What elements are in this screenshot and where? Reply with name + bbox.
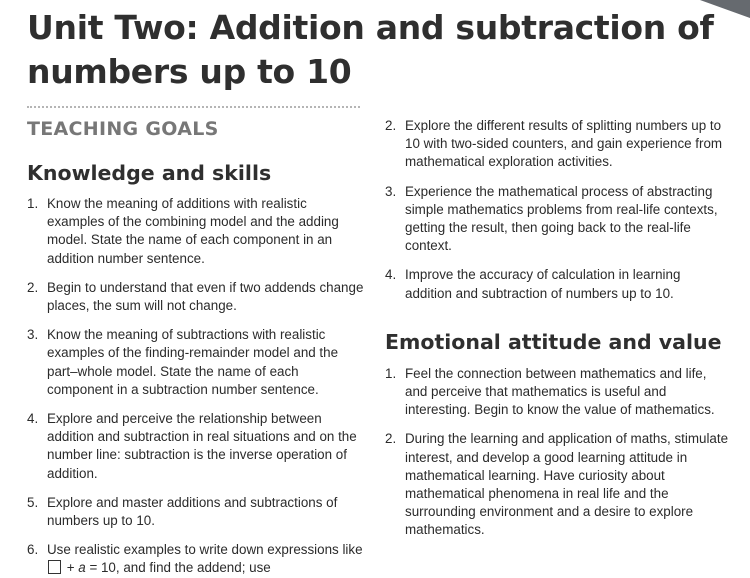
list-item <box>27 195 367 268</box>
item-number: 4. <box>385 267 397 283</box>
item-number: 3. <box>27 327 39 343</box>
item-number: 3. <box>385 183 397 199</box>
left-column <box>27 117 367 578</box>
list-item <box>27 494 367 530</box>
right-column <box>385 117 730 540</box>
item-number: 1. <box>27 196 39 211</box>
item-text: Feel the connection between mathematics and life, and perceive that mathematics is useful and interesting. Begin to know the value of mathematics. <box>405 365 715 418</box>
item-text: Explore and perceive the relationship between addition and subtraction in real situations and on the number line: subtraction is the inverse operation of addition. <box>47 411 357 481</box>
item-number: 4. <box>27 411 39 427</box>
item-number: 1. <box>385 365 397 381</box>
item-number: 2. <box>27 279 39 295</box>
item-text: Explore the different results of splitting numbers up to 10 with two-sided counters, and gain experience from mathematical exploration activities. <box>405 118 723 170</box>
item-text: During the learning and application of maths, stimulate interest, and develop a good learning attitude in mathematical learning. Have curiosity about mathematical phenomena in real life and the surrounding environment and a desire to explore mathematics. <box>405 431 729 538</box>
variable-a: a <box>78 560 86 576</box>
item-number: 2. <box>385 118 397 133</box>
knowledge-skills-heading: Knowledge and skills <box>27 161 272 185</box>
item-text: Improve the accuracy of calculation in learning addition and subtraction of numbers up to 10. <box>405 267 681 301</box>
list-item <box>385 430 730 539</box>
item-number: 6. <box>27 542 39 558</box>
item-text: Experience the mathematical process of abstracting simple mathematics problems from real-life contexts, getting the result, then going back to the real-life context. <box>405 183 718 254</box>
item-text: Know the meaning of additions with realistic examples of the combining model and the adding model. State the name of each component in an addition number sentence. <box>47 196 339 266</box>
item-text: Know the meaning of subtractions with realistic examples of the finding-remainder model and the part–whole model. State the name of each component in a subtraction number sentence. <box>47 327 339 397</box>
list-item <box>27 410 367 483</box>
list-item <box>27 541 367 577</box>
title-divider <box>27 106 360 108</box>
knowledge-list-continued <box>385 117 730 303</box>
list-item <box>385 183 730 256</box>
list-item <box>27 279 367 315</box>
item-text-before: Use realistic examples to write down expressions like <box>47 542 363 558</box>
teaching-goals-heading: TEACHING GOALS <box>27 118 219 140</box>
list-item <box>27 326 367 399</box>
list-item <box>385 117 730 172</box>
item-number: 5. <box>27 494 39 510</box>
emotional-attitude-heading: Emotional attitude and value <box>385 329 722 354</box>
item-text-after: = 10, and find the addend; use <box>85 560 271 576</box>
emotional-list <box>385 365 730 540</box>
item-text-mid: + <box>63 560 79 576</box>
item-text: Begin to understand that even if two addends change places, the sum will not change. <box>47 279 364 314</box>
item-number: 2. <box>385 431 397 447</box>
item-text: Explore and master additions and subtractions of numbers up to 10. <box>47 494 338 529</box>
list-item <box>385 266 730 302</box>
list-item <box>385 365 730 420</box>
page-title: Unit Two: Addition and subtraction of numbers up to 10 <box>27 8 714 91</box>
knowledge-list <box>27 195 367 578</box>
